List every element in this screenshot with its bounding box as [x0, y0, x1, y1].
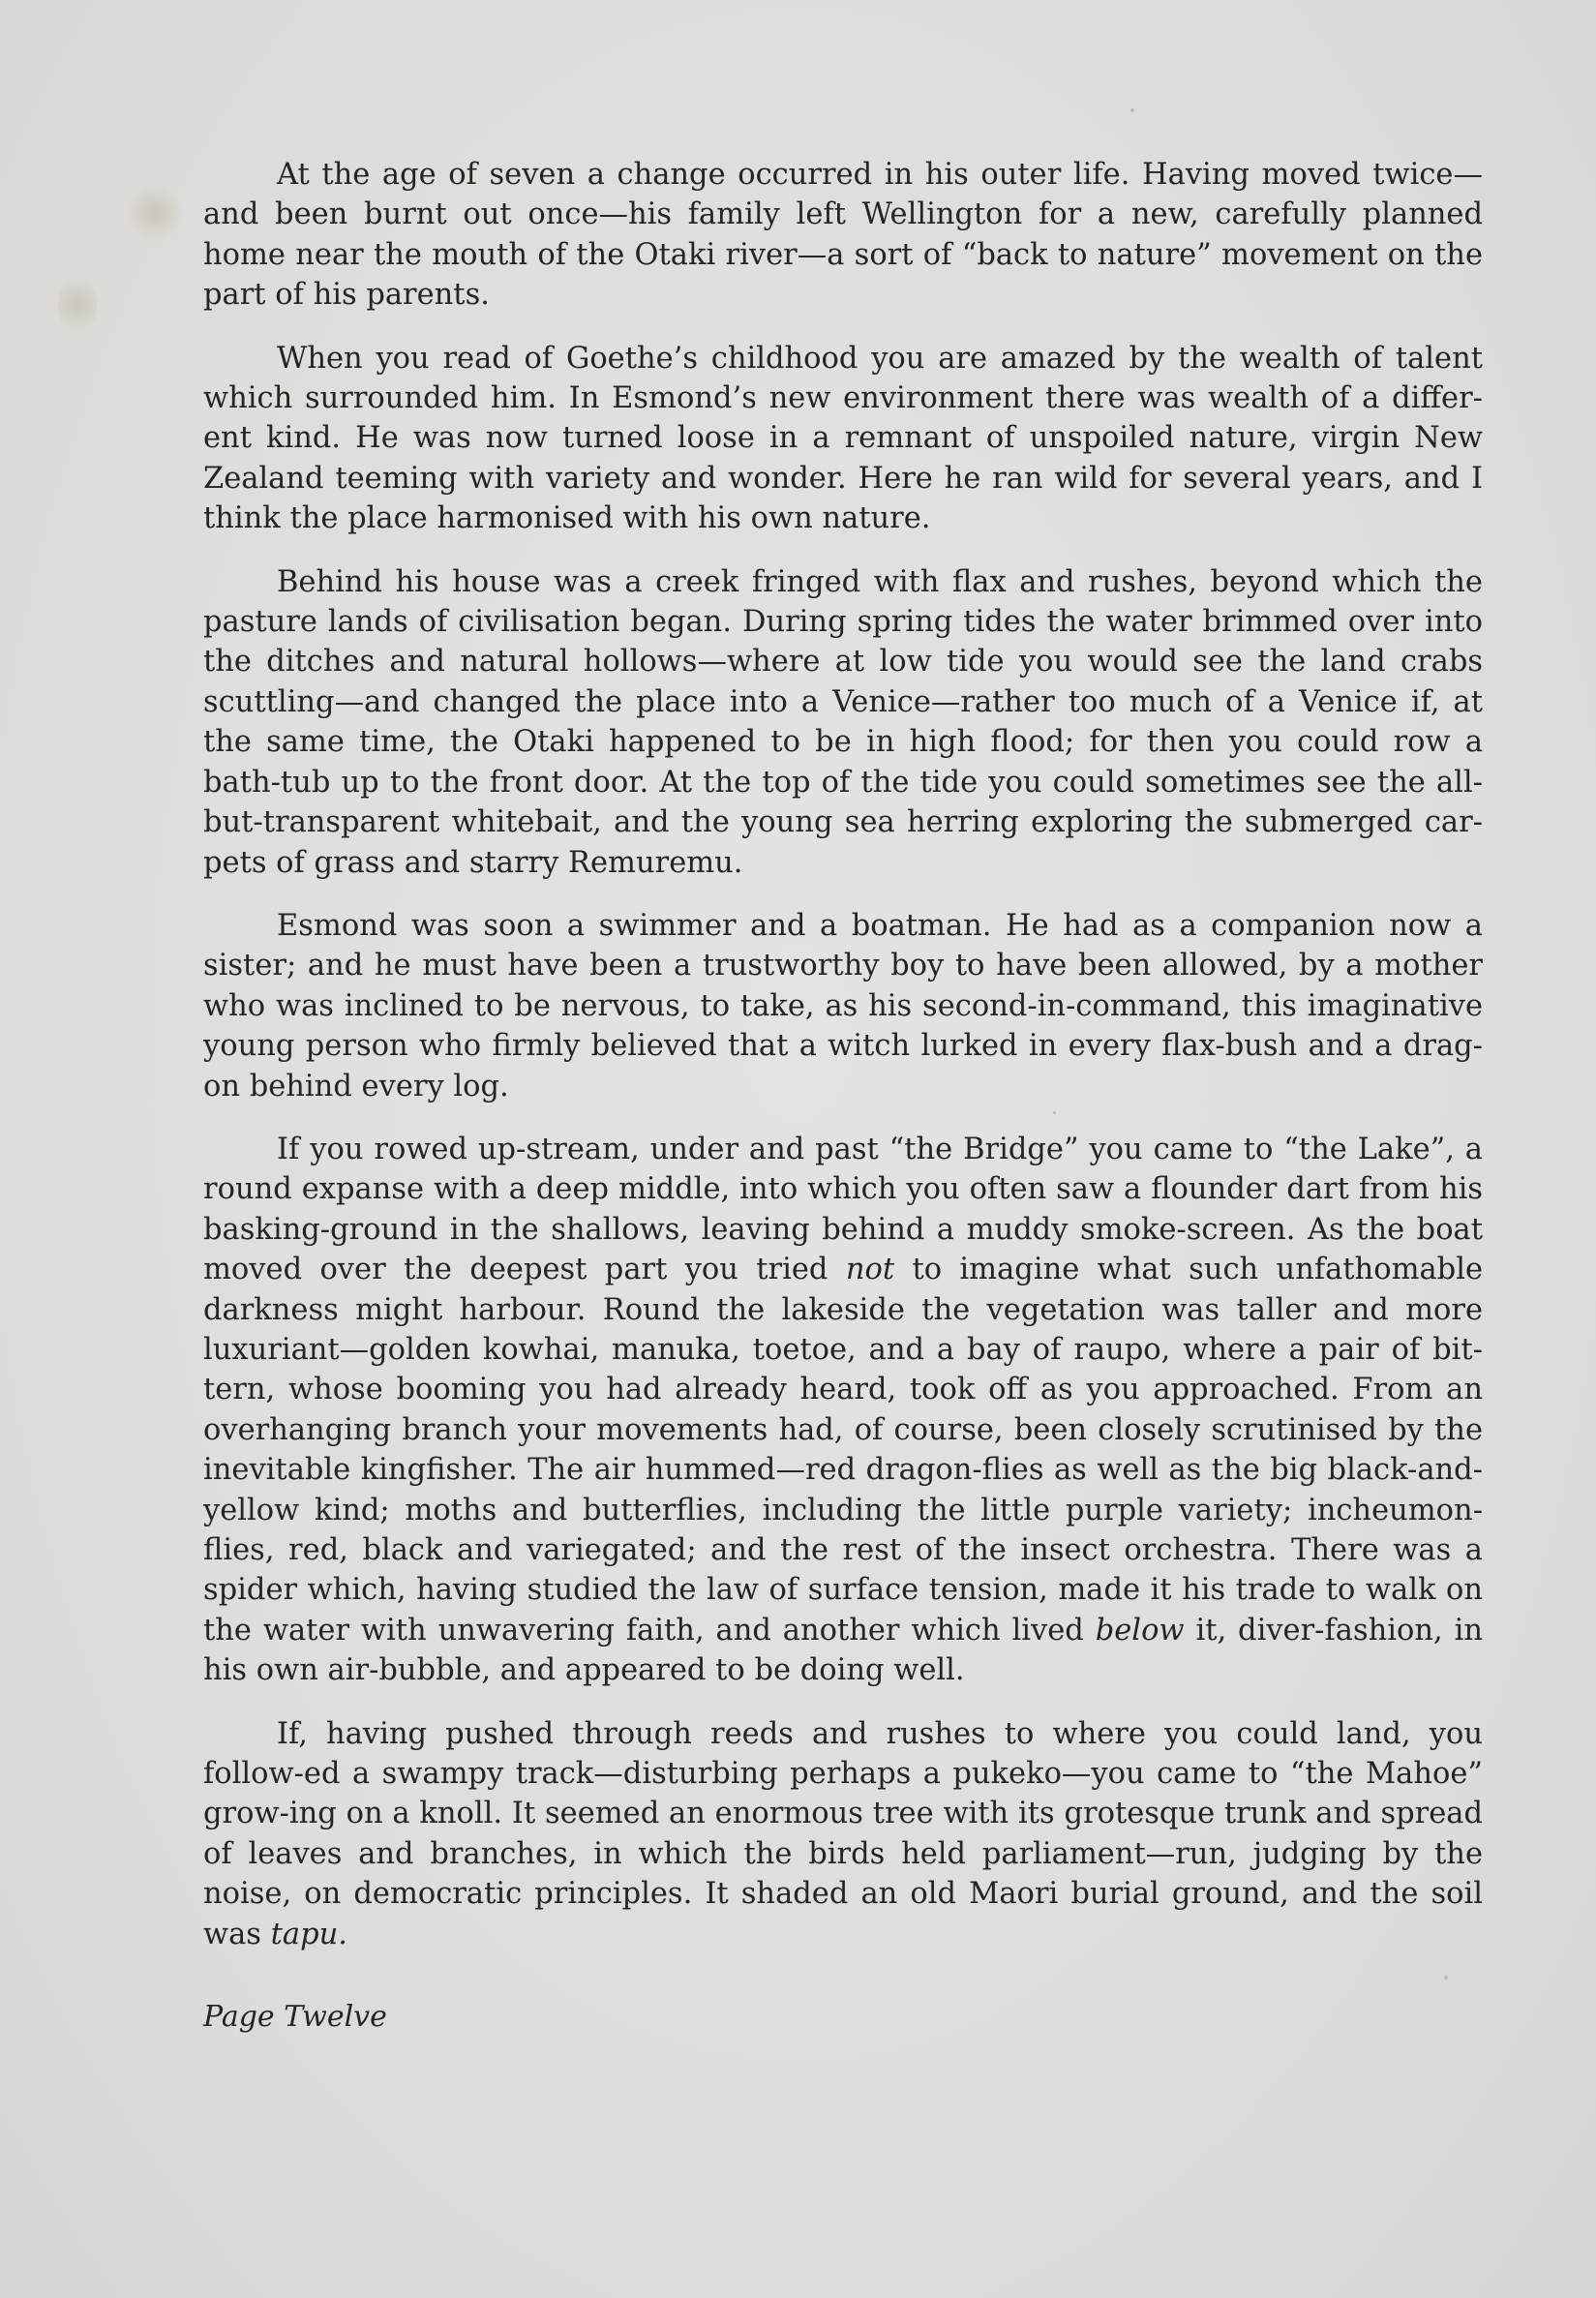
text-run: If you rowed up-stream, under and past “the Bridge” you came to “the Lake”, a round expanse with a deep middle, into which you often saw a flounder dart from his basking-ground in the shallows, leaving behind a muddy smoke-screen. As the boat moved over the deepest part you tried	[203, 1132, 1483, 1287]
page-number: Page Twelve	[203, 2000, 387, 2034]
paragraph	[203, 1714, 1483, 1954]
text-run: it, diver-fashion, in his own air-bubble, and appeared to be doing well.	[203, 1613, 1483, 1688]
text-run: to imagine what such unfathomable darkness might harbour. Round the lakeside the vegetation was taller and more luxuriant—golden kowhai, manuka, toetoe, and a bay of raupo, where a pair of bit-tern, whose booming you had already heard, took off as you approached. From an overhanging branch your movements had, of course, been closely scrutinised by the inevitable kingfisher. The air hummed—red dragon-flies as well as the big black-and-yellow kind; moths and butterflies, including the little purple variety; incheumon-flies, red, black and variegated; and the rest of the insect orchestra. There was a spider which, having studied the law of surface tension, made it his trade to walk on the water with unwavering faith, and another which lived	[203, 1253, 1484, 1648]
paragraph	[203, 1130, 1483, 1691]
paragraph	[203, 339, 1483, 539]
italic-text: tapu.	[270, 1917, 347, 1951]
italic-text: below	[1095, 1613, 1185, 1648]
body-text	[203, 155, 1483, 1978]
paragraph	[203, 155, 1483, 316]
text-run: At the age of seven a change occurred in his outer life. Having moved twice—and been burnt out once—his family left Wellington for a new, carefully planned home near the mouth of the Otaki river—a sort of “back to nature” movement on the part of his parents.	[203, 158, 1483, 313]
paper-smudge	[58, 271, 97, 339]
text-run: If, having pushed through reeds and rushes to where you could land, you follow-ed a swampy track—disturbing perhaps a pukeko—you came to “the Mahoe” grow-ing on a knoll. It seemed an enormous tree with its grotesque trunk and spread of leaves and branches, in which the birds held parliament—run, judging by the noise, on democratic principles. It shaded an old Maori burial ground, and the soil was	[203, 1716, 1483, 1951]
text-run: Behind his house was a creek fringed with flax and rushes, beyond which the pasture lands of civilisation began. During spring tides the water brimmed over into the ditches and natural hollows—where at low tide you would see the land crabs scuttling—and changed the place into a Venice—rather too much of a Venice if, at the same time, the Otaki happened to be in high flood; for then you could row a bath-tub up to the front door. At the top of the tide you could sometimes see the all-but-transparent whitebait, and the young sea herring exploring the submerged car-pets of grass and starry Remuremu.	[203, 564, 1483, 880]
text-run: When you read of Goethe’s childhood you are amazed by the wealth of talent which surrounded him. In Esmond’s new environment there was wealth of a differ-ent kind. He was now turned loose in a remnant of unspoiled nature, virgin New Zealand teeming with variety and wonder. Here he ran wild for several years, and I think the place harmonised with his own nature.	[203, 341, 1483, 536]
paper-smudge	[126, 184, 184, 242]
italic-text: not	[845, 1253, 895, 1287]
paragraph	[203, 906, 1483, 1106]
paragraph	[203, 562, 1483, 883]
text-run: Esmond was soon a swimmer and a boatman. He had as a companion now a sister; and he must have been a trustworthy boy to have been allowed, by a mother who was inclined to be nervous, to take, as his second-in-command, this imaginative young person who firmly believed that a witch lurked in every flax-bush and a drag-on behind every log.	[203, 908, 1483, 1104]
paper-speck	[1130, 108, 1134, 112]
